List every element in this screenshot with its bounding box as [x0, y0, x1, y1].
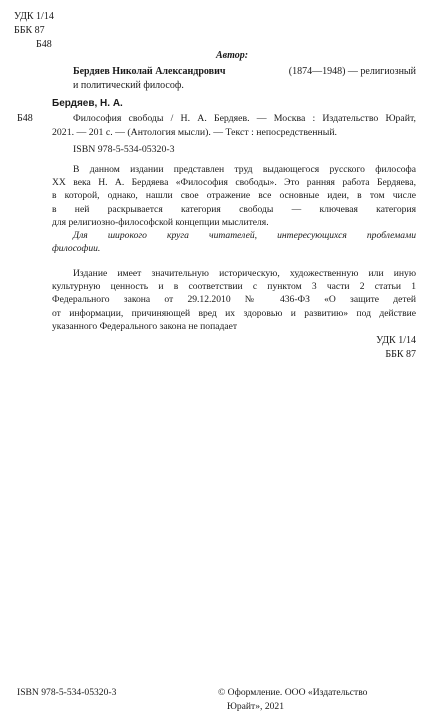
- footer-copyright-line2: Юрайт», 2021: [227, 701, 285, 712]
- annotation: [52, 163, 416, 255]
- record-isbn: ISBN 978-5-534-05320-3: [73, 144, 175, 155]
- annotation-line: в которой, однако, нашли свое отражение все основные идеи, в том числе: [52, 190, 416, 202]
- record-line-2: 2021. — 201 с. — (Антология мысли). — Текст : непосредственный.: [52, 127, 338, 138]
- udk-code: УДК 1/14: [14, 11, 54, 22]
- legal-line: культурную ценность и в соответствии с пунктом 3 части 2 статьи 1: [52, 281, 416, 293]
- annotation-line: XX века Н. А. Бердяева «Философия свободы». Это ранняя работа Бердяева,: [52, 177, 416, 189]
- author-bio-dates: (1874—1948) — религиозный: [288, 66, 416, 77]
- author-mark: Б48: [36, 39, 52, 50]
- audience-line: философии.: [52, 243, 101, 255]
- udk-code-bottom: УДК 1/14: [376, 335, 416, 346]
- bbk-code-bottom: ББК 87: [385, 349, 416, 360]
- audience-line: Для широкого круга читателей, интересующихся проблемами: [73, 230, 416, 242]
- legal-line: Издание имеет значительную историческую, художественную или иную: [73, 268, 416, 279]
- annotation-line: для религиозно-философской концепции мыслителя.: [52, 216, 269, 228]
- record-mark: Б48: [17, 113, 33, 124]
- legal-line: от информации, причиняющей вред их здоровью и развитию» под действие: [52, 307, 416, 319]
- bbk-code: ББК 87: [14, 25, 45, 36]
- author-bio-line2: и политический философ.: [73, 80, 184, 91]
- author-name: Бердяев Николай Александрович: [73, 66, 226, 77]
- footer-isbn: ISBN 978-5-534-05320-3: [17, 687, 117, 698]
- legal-notice: [52, 267, 416, 333]
- annotation-line: в ней раскрывается категория свободы — ключевая категория: [52, 203, 416, 215]
- author-heading: Автор:: [216, 50, 249, 61]
- footer-copyright-line1: © Оформление. ООО «Издательство: [218, 687, 368, 698]
- record-line-1: Философия свободы / Н. А. Бердяев. — Москва : Издательство Юрайт,: [73, 113, 416, 124]
- legal-line: Федерального закона от 29.12.2010 № 436-ФЗ «О защите детей: [52, 294, 416, 306]
- legal-line: указанного Федерального закона не попадает: [52, 320, 238, 332]
- annotation-line: В данном издании представлен труд выдающегося русского философа: [73, 164, 416, 175]
- record-author-heading: Бердяев, Н. А.: [52, 98, 123, 109]
- author-line: [73, 65, 416, 79]
